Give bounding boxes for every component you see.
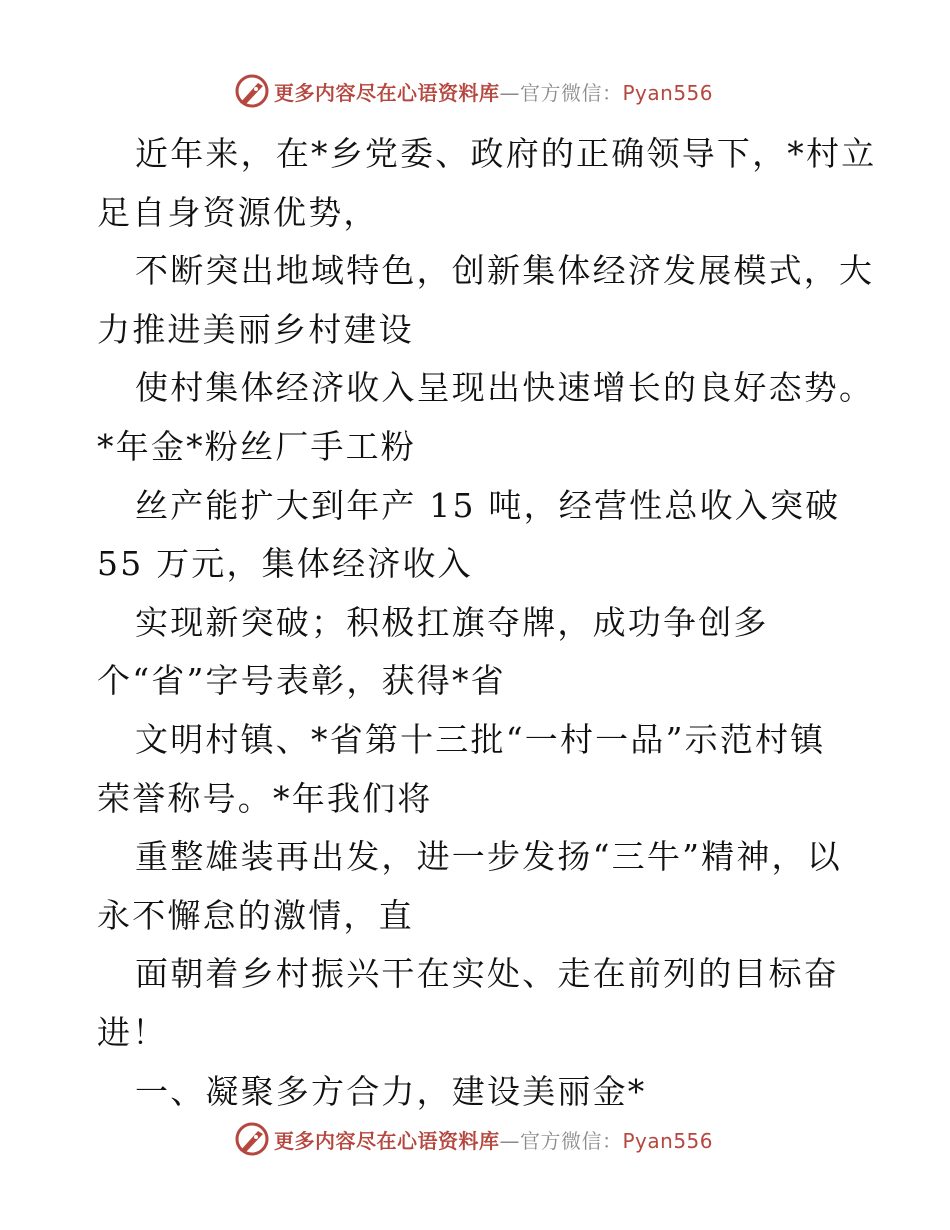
- body-line: 面朝着乡村振兴干在实处、走在前列的目标奋: [135, 954, 839, 994]
- watermark-wechat-label: 官方微信：: [520, 80, 623, 105]
- body-line: 个“省”字号表彰，获得*省: [97, 661, 506, 701]
- pen-nib-logo-icon: [234, 73, 270, 109]
- body-line: 永不懈怠的激情，直: [97, 895, 414, 935]
- body-line: 文明村镇、*省第十三批“一村一品”示范村镇: [135, 719, 826, 759]
- watermark-dash: —: [499, 1128, 520, 1153]
- footer-watermark: [234, 1119, 713, 1159]
- pen-nib-logo-icon: [234, 1121, 270, 1157]
- watermark-wechat-id: Pyan556: [622, 80, 714, 105]
- watermark-wechat-id: Pyan556: [622, 1128, 714, 1153]
- watermark-text: [274, 77, 713, 106]
- body-line: 力推进美丽乡村建设: [97, 309, 414, 349]
- watermark-main: 更多内容尽在心语资料库: [274, 80, 500, 105]
- body-line: 实现新突破；积极扛旗夺牌，成功争创多: [135, 602, 769, 642]
- body-line: 使村集体经济收入呈现出快速增长的良好态势。: [135, 368, 875, 408]
- body-line: *年金*粉丝厂手工粉: [97, 426, 416, 466]
- body-line: 足自身资源优势，: [97, 192, 379, 232]
- body-line: 不断突出地域特色，创新集体经济发展模式，大: [135, 251, 875, 291]
- document-body: [97, 125, 877, 1121]
- watermark-main: 更多内容尽在心语资料库: [274, 1128, 500, 1153]
- body-line: 丝产能扩大到年产 15 吨，经营性总收入突破: [135, 485, 841, 525]
- body-line: 进！: [97, 1012, 168, 1052]
- body-line: 重整雄装再出发，进一步发扬“三牛”精神，以: [135, 837, 842, 877]
- watermark-text: [274, 1125, 713, 1154]
- watermark-dash: —: [499, 80, 520, 105]
- body-line: 荣誉称号。*年我们将: [97, 778, 433, 818]
- body-line: 近年来，在*乡党委、政府的正确领导下，*村立: [135, 134, 877, 173]
- watermark-wechat-label: 官方微信：: [520, 1128, 623, 1153]
- header-watermark: [234, 71, 713, 111]
- body-line: 55 万元，集体经济收入: [97, 544, 473, 584]
- section-heading: 一、凝聚多方合力，建设美丽金*: [135, 1071, 647, 1111]
